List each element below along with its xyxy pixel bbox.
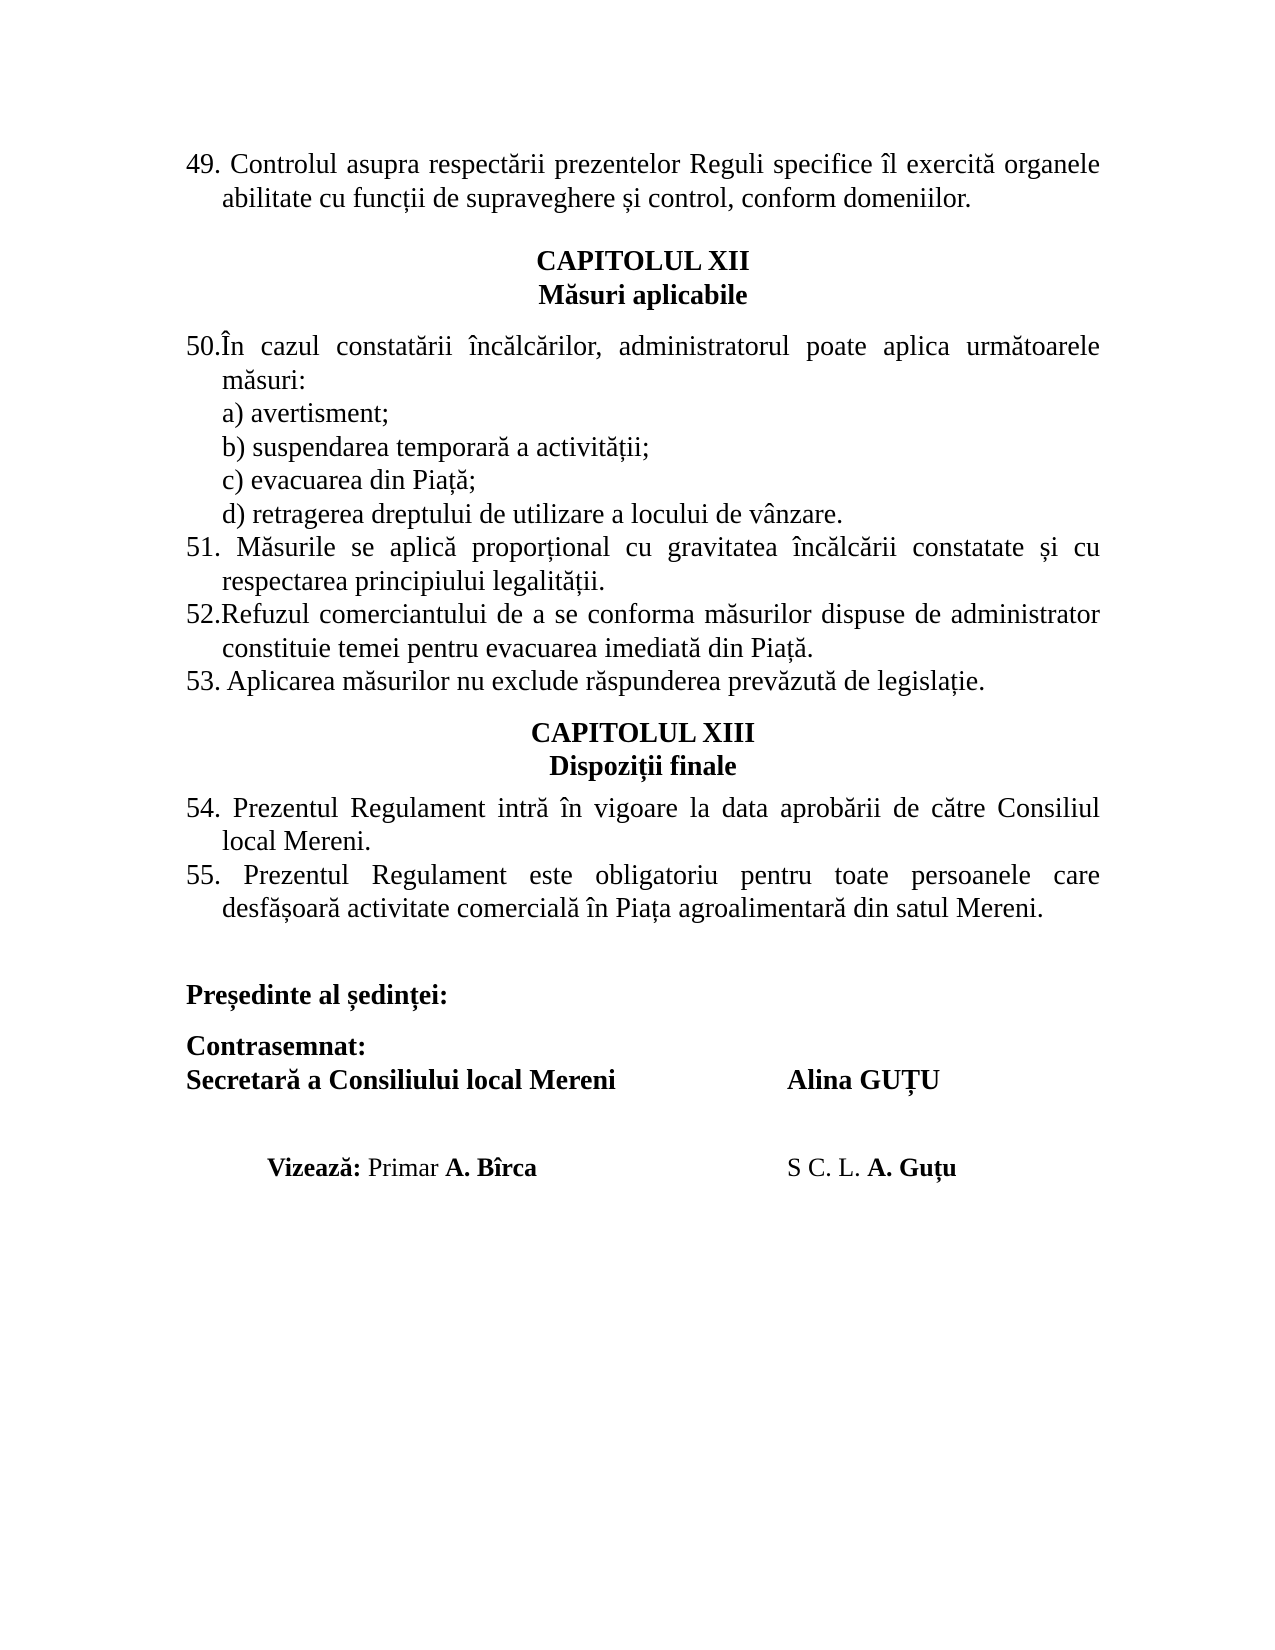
chapter-13-subtitle: Dispoziții finale	[549, 751, 737, 782]
sub-item-b	[222, 431, 1100, 465]
vizeaza-label: Vizează:	[267, 1153, 362, 1182]
sub-item-d-label: d)	[222, 498, 246, 530]
sub-item-b-label: b)	[222, 431, 246, 463]
paragraph-49-number: 49.	[186, 149, 231, 180]
scl-name: A. Guțu	[867, 1153, 957, 1182]
paragraph-54-text: Prezentul Regulament intră în vigoare la data aprobării de către Consiliul local Mereni.	[222, 792, 1101, 857]
paragraph-53-text: Aplicarea măsurilor nu exclude răspunderea prevăzută de legislație.	[226, 666, 986, 697]
chapter-12-title: CAPITOLUL XII	[536, 246, 750, 277]
paragraph-50-text: În cazul constatării încălcărilor, administratorul poate aplica următoarele măsuri:	[221, 331, 1100, 396]
vizeaza-role: Primar	[367, 1153, 439, 1182]
paragraph-52-number: 52.	[186, 599, 221, 630]
sub-item-c-label: c)	[222, 465, 244, 496]
document-content	[186, 148, 1100, 1185]
paragraph-49	[186, 148, 1100, 215]
paragraph-52	[186, 598, 1100, 665]
sub-item-a-label: a)	[222, 398, 244, 429]
vizeaza-left	[267, 1153, 537, 1182]
paragraph-55-number: 55.	[186, 859, 244, 891]
paragraph-54	[186, 792, 1100, 859]
secretary-label: Secretară a Consiliului local Mereni	[186, 1064, 616, 1096]
vizeaza-signature-row	[186, 1151, 1100, 1185]
secretary-name: Alina GUȚU	[787, 1064, 941, 1096]
sub-item-b-text: suspendarea temporară a activității;	[252, 431, 650, 463]
scl-signature	[787, 1151, 957, 1185]
vizeaza-name: A. Bîrca	[445, 1153, 538, 1182]
paragraph-55	[186, 859, 1100, 926]
sub-item-c-text: evacuarea din Piață;	[250, 465, 477, 496]
paragraph-55-text: Prezentul Regulament este obligatoriu pentru toate persoanele care desfășoară activitate comercială în Piața agroalimentară din satul Mereni.	[222, 859, 1101, 924]
paragraph-50-number: 50.	[186, 331, 221, 362]
paragraph-51	[186, 531, 1100, 598]
paragraph-52-text: Refuzul comerciantului de a se conforma măsurilor dispuse de administrator constituie temei pentru evacuarea imediată din Piață.	[221, 599, 1100, 664]
sub-item-a-text: avertisment;	[250, 398, 390, 429]
paragraph-54-number: 54.	[186, 792, 233, 824]
sub-item-c	[222, 464, 1100, 498]
sub-item-d-text: retragerea dreptului de utilizare a locului de vânzare.	[252, 498, 844, 530]
sub-item-d	[222, 498, 1100, 532]
president-label: Președinte al ședinței:	[186, 979, 449, 1011]
chapter-13-heading	[186, 717, 1100, 784]
paragraph-50	[186, 330, 1100, 397]
countersigned-label: Contrasemnat:	[186, 1031, 367, 1062]
paragraph-53	[186, 665, 1100, 699]
paragraph-51-number: 51.	[186, 532, 237, 563]
paragraph-49-text: Controlul asupra respectării prezentelor Reguli specifice îl exercită organele abilitate cu funcții de supraveghere și control, conform domeniilor.	[222, 149, 1100, 214]
chapter-12-subtitle: Măsuri aplicabile	[538, 279, 748, 311]
chapter-12-heading	[186, 245, 1100, 312]
paragraph-53-number: 53.	[186, 666, 227, 697]
secretary-signature-row	[186, 1064, 1100, 1098]
chapter-13-title: CAPITOLUL XIII	[530, 717, 756, 749]
scl-prefix: S C. L.	[787, 1153, 861, 1182]
paragraph-51-text: Măsurile se aplică proporțional cu gravitatea încălcării constatate și cu respectarea principiului legalității.	[222, 532, 1100, 597]
sub-item-a	[222, 397, 1100, 431]
